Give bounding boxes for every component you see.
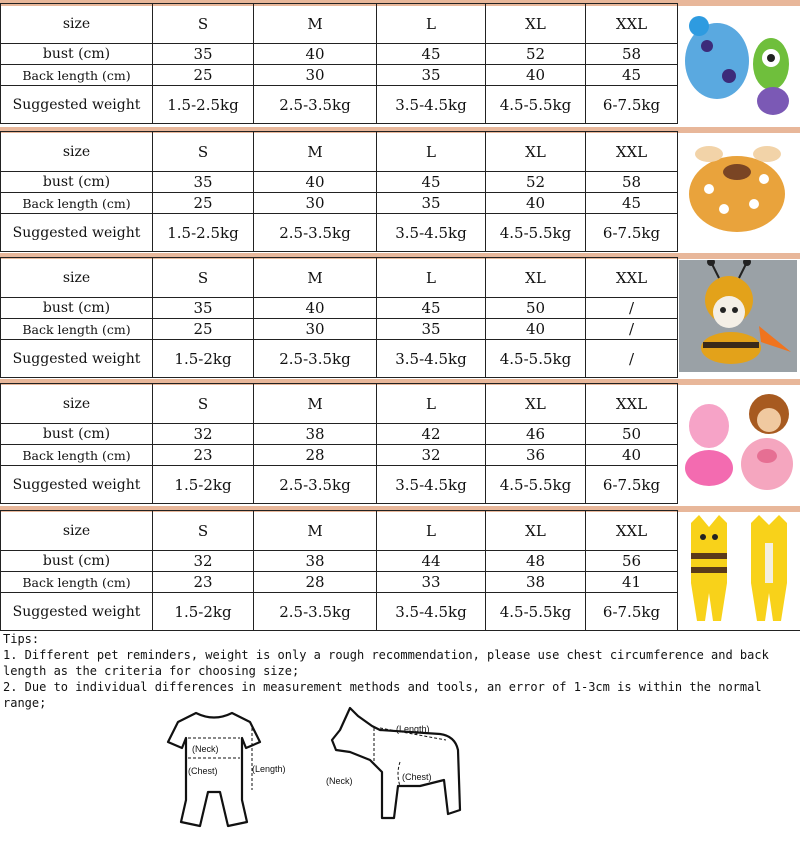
table-cell: 28 (254, 445, 377, 466)
row-label: bust (cm) (1, 172, 153, 193)
table-cell: 35 (377, 65, 486, 86)
size-header: size (1, 258, 153, 298)
table-cell: 38 (254, 551, 377, 572)
table-cell: 4.5-5.5kg (486, 340, 586, 378)
table-row (1, 340, 678, 378)
size-table (0, 257, 678, 378)
table-cell: 4.5-5.5kg (486, 214, 586, 252)
table-cell: 32 (153, 424, 254, 445)
table-cell: 30 (254, 65, 377, 86)
measurement-diagram (0, 700, 800, 841)
header-row (1, 384, 678, 424)
table-cell: 1.5-2.5kg (153, 214, 254, 252)
table-cell: 45 (377, 172, 486, 193)
table-cell: 35 (153, 298, 254, 319)
table-cell: 36 (486, 445, 586, 466)
table-row (1, 319, 678, 340)
table-cell: 3.5-4.5kg (377, 466, 486, 504)
table-cell: 45 (377, 298, 486, 319)
table-row (1, 65, 678, 86)
table-cell: 32 (377, 445, 486, 466)
table-cell: 35 (153, 44, 254, 65)
size-column-header: S (153, 132, 254, 172)
size-column-header: XXL (586, 132, 678, 172)
table-cell: 1.5-2kg (153, 593, 254, 631)
size-column-header: M (254, 4, 377, 44)
table-cell: 6-7.5kg (586, 466, 678, 504)
size-column-header: S (153, 258, 254, 298)
size-column-header: L (377, 132, 486, 172)
tips-title: Tips: (3, 632, 40, 646)
table-cell: 23 (153, 445, 254, 466)
table-cell: 4.5-5.5kg (486, 86, 586, 124)
pig-costume-photo (679, 386, 797, 500)
table-cell: 40 (486, 65, 586, 86)
table-row (1, 551, 678, 572)
size-column-header: L (377, 384, 486, 424)
header-row (1, 511, 678, 551)
size-header: size (1, 4, 153, 44)
size-column-header: XXL (586, 511, 678, 551)
size-column-header: XXL (586, 258, 678, 298)
table-cell: 58 (586, 44, 678, 65)
size-table (0, 131, 678, 252)
table-row (1, 172, 678, 193)
table-cell: 4.5-5.5kg (486, 593, 586, 631)
row-label: Suggested weight (1, 593, 153, 631)
table-cell: 1.5-2kg (153, 466, 254, 504)
size-column-header: L (377, 511, 486, 551)
table-cell: 23 (153, 572, 254, 593)
row-label: bust (cm) (1, 298, 153, 319)
monster-costume-photo (679, 6, 797, 128)
table-cell: 40 (486, 319, 586, 340)
size-header: size (1, 132, 153, 172)
table-cell: 35 (377, 319, 486, 340)
table-cell: 45 (377, 44, 486, 65)
table-cell: 2.5-3.5kg (254, 340, 377, 378)
table-cell: 48 (486, 551, 586, 572)
table-cell: 25 (153, 319, 254, 340)
table-cell: 38 (254, 424, 377, 445)
header-row (1, 4, 678, 44)
size-column-header: XXL (586, 384, 678, 424)
table-cell: 41 (586, 572, 678, 593)
size-column-header: XL (486, 132, 586, 172)
table-cell: 3.5-4.5kg (377, 214, 486, 252)
table-cell: 1.5-2.5kg (153, 86, 254, 124)
row-label: bust (cm) (1, 44, 153, 65)
size-column-header: M (254, 511, 377, 551)
table-row (1, 593, 678, 631)
size-column-header: XL (486, 4, 586, 44)
row-label: Back length (cm) (1, 319, 153, 340)
table-cell: 1.5-2kg (153, 340, 254, 378)
pikachu-costume-photo (679, 513, 797, 629)
header-row (1, 132, 678, 172)
tips-line-2: 2. Due to individual differences in measurement methods and tools, an error of 1-3cm is within the normal range; (3, 680, 762, 710)
size-column-header: XXL (586, 4, 678, 44)
deer-costume-photo (679, 134, 797, 246)
row-label: Suggested weight (1, 214, 153, 252)
size-column-header: S (153, 384, 254, 424)
table-cell: 3.5-4.5kg (377, 593, 486, 631)
bee-costume-photo (679, 260, 797, 376)
table-cell: 30 (254, 319, 377, 340)
table-cell: / (586, 298, 678, 319)
size-column-header: M (254, 132, 377, 172)
table-cell: 32 (153, 551, 254, 572)
row-label: Suggested weight (1, 86, 153, 124)
table-cell: 46 (486, 424, 586, 445)
size-table (0, 383, 678, 504)
table-cell: 40 (586, 445, 678, 466)
table-cell: 2.5-3.5kg (254, 214, 377, 252)
side-chest-line (398, 762, 400, 786)
side-chest-label: (Chest) (402, 772, 432, 782)
table-cell: 25 (153, 65, 254, 86)
table-cell: 35 (377, 193, 486, 214)
table-cell: 6-7.5kg (586, 214, 678, 252)
table-row (1, 86, 678, 124)
table-cell: 44 (377, 551, 486, 572)
size-column-header: L (377, 258, 486, 298)
table-cell: 40 (254, 172, 377, 193)
table-row (1, 214, 678, 252)
header-row (1, 258, 678, 298)
table-cell: 3.5-4.5kg (377, 86, 486, 124)
table-cell: 6-7.5kg (586, 86, 678, 124)
row-label: Suggested weight (1, 340, 153, 378)
size-header: size (1, 384, 153, 424)
table-cell: 58 (586, 172, 678, 193)
table-cell: 40 (254, 44, 377, 65)
row-label: Back length (cm) (1, 445, 153, 466)
front-neck-label: (Neck) (192, 744, 219, 754)
table-cell: 2.5-3.5kg (254, 593, 377, 631)
table-cell: 2.5-3.5kg (254, 86, 377, 124)
size-column-header: M (254, 384, 377, 424)
table-cell: 40 (486, 193, 586, 214)
front-length-label: (Length) (252, 764, 286, 774)
row-label: bust (cm) (1, 551, 153, 572)
table-row (1, 44, 678, 65)
table-cell: 4.5-5.5kg (486, 466, 586, 504)
tips-line-1: 1. Different pet reminders, weight is only a rough recommendation, please use chest circumference and back length as the criteria for choosing size; (3, 648, 769, 678)
table-cell: 56 (586, 551, 678, 572)
table-cell: 40 (254, 298, 377, 319)
table-row (1, 298, 678, 319)
table-cell: / (586, 319, 678, 340)
size-column-header: S (153, 4, 254, 44)
side-length-label: (Length) (396, 724, 430, 734)
size-column-header: L (377, 4, 486, 44)
table-cell: 50 (586, 424, 678, 445)
table-cell: 2.5-3.5kg (254, 466, 377, 504)
table-cell: 30 (254, 193, 377, 214)
side-neck-label: (Neck) (326, 776, 353, 786)
table-cell: 50 (486, 298, 586, 319)
table-row (1, 445, 678, 466)
row-label: Back length (cm) (1, 193, 153, 214)
size-column-header: XL (486, 258, 586, 298)
table-cell: 42 (377, 424, 486, 445)
table-cell: 38 (486, 572, 586, 593)
size-header: size (1, 511, 153, 551)
table-row (1, 193, 678, 214)
row-label: Back length (cm) (1, 572, 153, 593)
table-cell: / (586, 340, 678, 378)
table-cell: 6-7.5kg (586, 593, 678, 631)
table-cell: 25 (153, 193, 254, 214)
table-cell: 3.5-4.5kg (377, 340, 486, 378)
table-cell: 35 (153, 172, 254, 193)
table-cell: 52 (486, 44, 586, 65)
size-column-header: S (153, 511, 254, 551)
table-cell: 45 (586, 65, 678, 86)
size-column-header: M (254, 258, 377, 298)
size-table (0, 510, 678, 631)
size-column-header: XL (486, 511, 586, 551)
table-row (1, 572, 678, 593)
size-table (0, 3, 678, 124)
front-chest-label: (Chest) (188, 766, 218, 776)
table-cell: 45 (586, 193, 678, 214)
table-cell: 33 (377, 572, 486, 593)
row-label: bust (cm) (1, 424, 153, 445)
row-label: Suggested weight (1, 466, 153, 504)
table-cell: 28 (254, 572, 377, 593)
table-row (1, 466, 678, 504)
size-column-header: XL (486, 384, 586, 424)
table-row (1, 424, 678, 445)
table-cell: 52 (486, 172, 586, 193)
row-label: Back length (cm) (1, 65, 153, 86)
